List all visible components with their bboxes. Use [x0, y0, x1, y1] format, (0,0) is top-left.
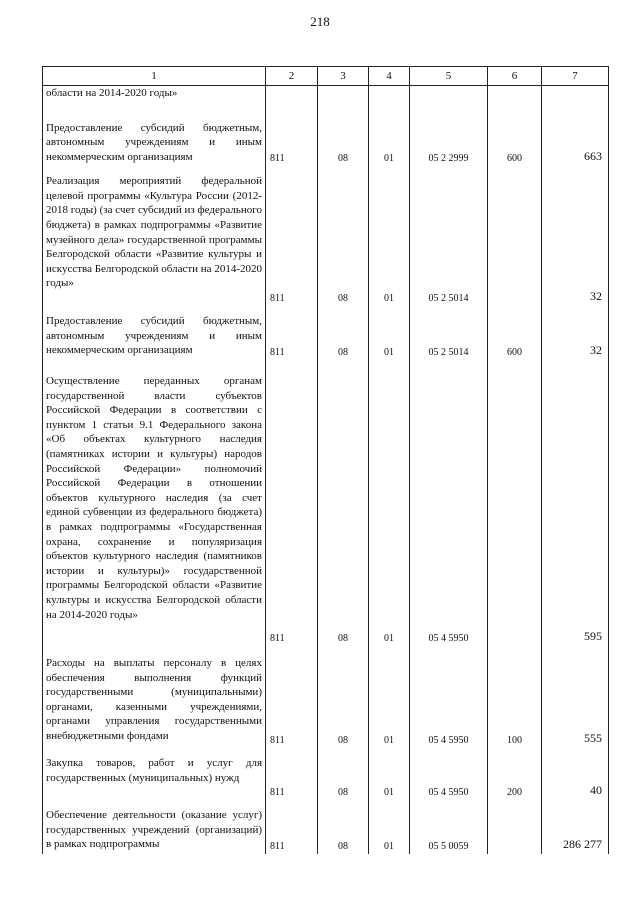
row-name — [43, 646, 266, 748]
table-row — [43, 800, 609, 854]
cell-ministry: 811 — [266, 646, 318, 748]
cell-amount: 32 — [542, 306, 609, 360]
cell-target-article: 05 2 5014 — [410, 306, 488, 360]
cell-expense-type — [488, 800, 542, 854]
table-row — [43, 105, 609, 167]
col-header-2: 2 — [266, 67, 318, 86]
col-header-7: 7 — [542, 67, 609, 86]
cell-target-article: 05 2 5014 — [410, 166, 488, 306]
cell-section: 08 — [318, 360, 369, 646]
row-name — [43, 360, 266, 646]
row-name — [43, 166, 266, 306]
cell-expense-type — [488, 360, 542, 646]
cell-section — [318, 86, 369, 105]
cell-target-article: 05 2 2999 — [410, 105, 488, 167]
row-name-text: Осуществление переданных органам государственной власти субъектов Российской Федерации в соответствии с пунктом 1 статьи 9.1 Федерального закона «Об объектах культурного наследия (памятниках истории и культуры) народов Российской Федерации» полномочий Российской Федерации в отношении объектов культурного наследия (за счет единой субвенции из федерального бюджета) в рамках подпрограммы «Государственная охрана, сохранение и популяризация объектов культурного наследия (памятников истории и культуры)» государственной программы Белгородской области «Развитие культуры и искусства Белгородской области на 2014-2020 годы» — [46, 375, 262, 621]
row-name — [43, 105, 266, 167]
cell-subsection: 01 — [369, 800, 410, 854]
cell-section: 08 — [318, 748, 369, 800]
cell-expense-type: 600 — [488, 105, 542, 167]
cell-amount: 595 — [542, 360, 609, 646]
cell-ministry: 811 — [266, 800, 318, 854]
header-row — [43, 67, 609, 86]
col-header-1: 1 — [43, 67, 266, 86]
cell-subsection: 01 — [369, 748, 410, 800]
col-header-4: 4 — [369, 67, 410, 86]
cell-target-article: 05 5 0059 — [410, 800, 488, 854]
row-name-text: Обеспечение деятельности (оказание услуг) государственных учреждений (организаций) в рамках подпрограммы — [46, 809, 262, 851]
row-name-text: Расходы на выплаты персоналу в целях обеспечения выполнения функций государственными (муниципальными) органами, казенными учреждениями, органами управления государственными внебюджетными фондами — [46, 657, 262, 743]
cell-subsection — [369, 86, 410, 105]
cell-expense-type — [488, 86, 542, 105]
cell-amount: 555 — [542, 646, 609, 748]
table-row — [43, 748, 609, 800]
cell-section: 08 — [318, 105, 369, 167]
table-row — [43, 306, 609, 360]
row-name-text: Предоставление субсидий бюджетным, автономным учреждениям и иным некоммерческим организациям — [46, 121, 262, 163]
cell-target-article: 05 4 5950 — [410, 360, 488, 646]
cell-target-article — [410, 86, 488, 105]
table-row — [43, 646, 609, 748]
cell-amount: 32 — [542, 166, 609, 306]
cell-expense-type: 200 — [488, 748, 542, 800]
table-row — [43, 360, 609, 646]
cell-ministry: 811 — [266, 360, 318, 646]
cell-target-article: 05 4 5950 — [410, 646, 488, 748]
cell-amount: 286 277 — [542, 800, 609, 854]
row-name — [43, 748, 266, 800]
table-row — [43, 166, 609, 306]
col-header-5: 5 — [410, 67, 488, 86]
cell-subsection: 01 — [369, 105, 410, 167]
row-name-text: области на 2014-2020 годы» — [46, 87, 178, 99]
row-name — [43, 306, 266, 360]
cell-subsection: 01 — [369, 166, 410, 306]
cell-expense-type: 600 — [488, 306, 542, 360]
cell-amount — [542, 86, 609, 105]
cell-target-article: 05 4 5950 — [410, 748, 488, 800]
cell-subsection: 01 — [369, 646, 410, 748]
cell-ministry: 811 — [266, 306, 318, 360]
cell-section: 08 — [318, 800, 369, 854]
col-header-3: 3 — [318, 67, 369, 86]
cell-ministry: 811 — [266, 748, 318, 800]
cell-ministry: 811 — [266, 166, 318, 306]
budget-table — [42, 66, 609, 854]
cell-amount: 663 — [542, 105, 609, 167]
row-name-text: Предоставление субсидий бюджетным, автономным учреждениям и иным некоммерческим организациям — [46, 315, 262, 357]
table-row — [43, 86, 609, 105]
cell-subsection: 01 — [369, 306, 410, 360]
cell-expense-type — [488, 166, 542, 306]
cell-section: 08 — [318, 306, 369, 360]
col-header-6: 6 — [488, 67, 542, 86]
cell-ministry — [266, 86, 318, 105]
cell-ministry: 811 — [266, 105, 318, 167]
cell-amount: 40 — [542, 748, 609, 800]
cell-subsection: 01 — [369, 360, 410, 646]
row-name — [43, 86, 266, 105]
row-name-text: Закупка товаров, работ и услуг для государственных (муниципальных) нужд — [46, 757, 262, 784]
cell-expense-type: 100 — [488, 646, 542, 748]
row-name — [43, 800, 266, 854]
cell-section: 08 — [318, 646, 369, 748]
row-name-text: Реализация мероприятий федеральной целевой программы «Культура России (2012-2018 годы) (за счет субсидий из федерального бюджета) в рамках подпрограммы «Развитие музейного дела» государственной программы Белгородской области «Развитие культуры и искусства Белгородской области на 2014-2020 годы» — [46, 175, 262, 290]
cell-section: 08 — [318, 166, 369, 306]
page-number: 218 — [310, 14, 330, 29]
